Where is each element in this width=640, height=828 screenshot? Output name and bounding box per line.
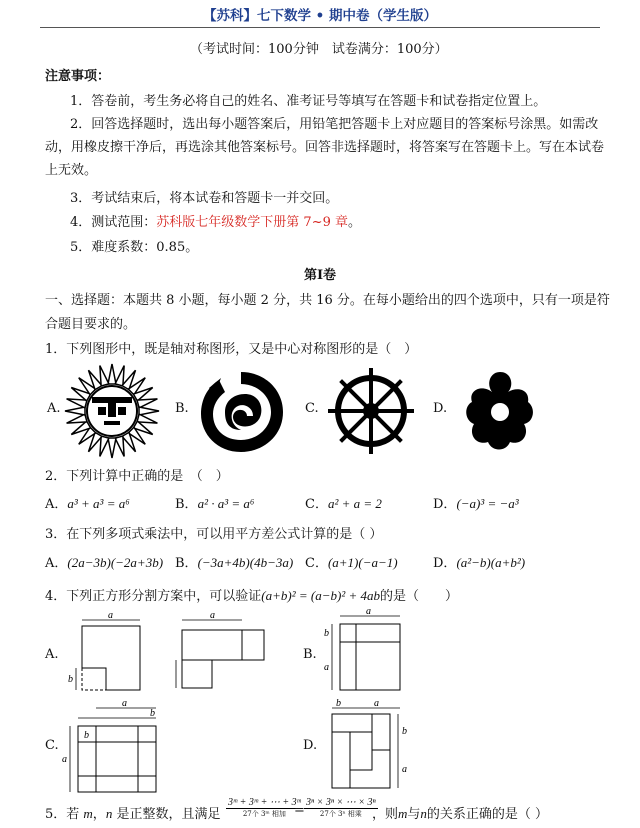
note-1: 1．答卷前，考生务必将自己的姓名、准考证号等填写在答题卡和试卷指定位置上。 bbox=[70, 94, 547, 109]
q4-figure-b bbox=[320, 608, 410, 696]
q4-figure-d bbox=[320, 700, 410, 796]
note-2-line2: 动，用橡皮擦干净后，再选涂其他答案标号。回答非选择题时，将答案写在答题卡上。写在本试卷 bbox=[45, 140, 605, 155]
q4-d-dim-a: a bbox=[374, 698, 379, 709]
q4-option-d-label: D. bbox=[303, 738, 318, 753]
q4-stem-prefix: 4．下列正方形分割方案中，可以验证 bbox=[45, 589, 262, 604]
note-4-suffix: 。 bbox=[347, 215, 361, 230]
q2-option-c-expr: a² + a = 2 bbox=[327, 496, 382, 511]
title-tag: 【苏科】 bbox=[202, 8, 257, 24]
q1-figure-a-sun-icon bbox=[62, 363, 162, 459]
q2-stem: 2．下列计算中正确的是 （ ） bbox=[45, 469, 229, 484]
q4-a1-dim-b: b bbox=[68, 674, 73, 685]
q1-option-b-label: B. bbox=[175, 401, 189, 416]
q5-var-n: n bbox=[105, 806, 113, 821]
q4-d-dim-a-right: a bbox=[402, 764, 407, 775]
note-4 bbox=[70, 211, 361, 230]
q5-frac2-under: 27个 3ⁿ 相乘 bbox=[319, 810, 362, 818]
q3-option-b bbox=[175, 552, 293, 571]
q4-a1-dim-a: a bbox=[108, 610, 113, 621]
note-3: 3．考试结束后，将本试卷和答题卡一并交回。 bbox=[70, 191, 339, 206]
q5-fraction-1 bbox=[226, 797, 303, 819]
q5-var-m: m bbox=[83, 806, 93, 821]
q5-stem bbox=[45, 803, 220, 822]
section-intro-line2: 合题目要求的。 bbox=[45, 317, 137, 332]
q4-option-c-label: C. bbox=[45, 738, 59, 753]
q4-option-b-label: B. bbox=[303, 647, 317, 662]
q2-option-b bbox=[175, 493, 254, 512]
q3-option-c-expr: (a+1)(−a−1) bbox=[327, 555, 398, 570]
q5-frac1-under: 27个 3ᵐ 相加 bbox=[242, 810, 286, 818]
q2-option-d-expr: (−a)³ = −a³ bbox=[456, 496, 519, 511]
q2-option-d-label: D． bbox=[433, 497, 457, 512]
q5-frac2-num: 3ⁿ × 3ⁿ × ⋯ × 3ⁿ bbox=[306, 797, 376, 808]
q5-mid3: ，则 bbox=[372, 807, 399, 822]
q3-option-b-expr: (−3a+4b)(4b−3a) bbox=[197, 555, 294, 570]
header-divider bbox=[40, 27, 600, 28]
q5-prefix: 5．若 bbox=[45, 807, 84, 822]
q3-option-a bbox=[45, 552, 163, 571]
q5-equals: = bbox=[294, 803, 305, 818]
title-text: 七下数学 • 期中卷（学生版） bbox=[256, 8, 438, 24]
q2-option-a bbox=[45, 493, 130, 512]
q4-stem-suffix: 的是（ ） bbox=[379, 589, 458, 604]
q3-option-d-label: D． bbox=[433, 556, 457, 571]
q4-d-dim-b: b bbox=[336, 698, 341, 709]
q3-option-d bbox=[433, 552, 525, 571]
note-4-prefix: 4．测试范围： bbox=[70, 215, 157, 230]
q3-stem: 3．在下列多项式乘法中，可以用平方差公式计算的是（ ） bbox=[45, 527, 383, 542]
q5-mid1: ， bbox=[92, 807, 106, 822]
q1-stem: 1．下列图形中，既是轴对称图形，又是中心对称图形的是（ ） bbox=[45, 342, 418, 357]
q3-option-c bbox=[305, 552, 398, 571]
q2-option-a-expr: a³ + a³ = a⁶ bbox=[67, 496, 130, 511]
q3-option-c-label: C． bbox=[305, 556, 328, 571]
q4-d-dim-b-right: b bbox=[402, 726, 407, 737]
q1-figure-b-swirl-icon bbox=[195, 368, 287, 456]
q4-b-dim-b: b bbox=[324, 628, 329, 639]
q4-figure-a1 bbox=[68, 612, 148, 694]
q1-figure-d-flower-icon bbox=[456, 368, 544, 456]
exam-info: （考试时间：100分钟 试卷满分：100分） bbox=[190, 42, 448, 57]
q4-formula: (a+b)² = (a−b)² + 4ab bbox=[261, 588, 380, 603]
q1-option-c-label: C. bbox=[305, 401, 319, 416]
q5-var-m2: m bbox=[398, 806, 408, 821]
q2-option-b-expr: a² · a³ = a⁶ bbox=[197, 496, 255, 511]
sun-ray bbox=[108, 364, 116, 384]
q3-option-b-label: B． bbox=[175, 556, 198, 571]
q3-option-a-expr: (2a−3b)(−2a+3b) bbox=[67, 555, 164, 570]
notes-heading: 注意事项： bbox=[45, 69, 111, 84]
q4-figure-a2 bbox=[170, 612, 270, 694]
q4-c-dim-a: a bbox=[122, 698, 127, 709]
q2-option-a-label: A． bbox=[45, 497, 68, 512]
sun-ray bbox=[108, 438, 116, 458]
note-5: 5．难度系数：0.85。 bbox=[70, 240, 199, 255]
q2-option-c-label: C． bbox=[305, 497, 328, 512]
q2-option-d bbox=[433, 493, 519, 512]
sun-ray bbox=[65, 407, 85, 415]
q4-stem bbox=[45, 585, 458, 604]
q5-suffix: 的关系正确的是（ ） bbox=[426, 807, 549, 822]
q3-option-d-expr: (a²−b)(a+b²) bbox=[456, 555, 526, 570]
note-2-line3: 上无效。 bbox=[45, 163, 98, 178]
q5-var-n2: n bbox=[420, 806, 427, 821]
q5-fraction-2 bbox=[304, 797, 378, 819]
q5-frac1-num: 3ᵐ + 3ᵐ + ⋯ + 3ᵐ bbox=[228, 797, 301, 808]
q5-mid2: 是正整数，且满足 bbox=[112, 807, 221, 822]
q2-option-c bbox=[305, 493, 382, 512]
q1-option-a-label: A. bbox=[47, 401, 61, 416]
q2-option-b-label: B． bbox=[175, 497, 198, 512]
test-range: 苏科版七年级数学下册第 7~9 章 bbox=[156, 215, 348, 230]
sun-ray bbox=[139, 407, 159, 415]
q5-tail bbox=[372, 803, 548, 822]
section-intro-line1: 一、选择题：本题共 8 小题，每小题 2 分，共 16 分。在每小题给出的四个选项中，只有一项是符 bbox=[45, 293, 610, 308]
note-2-line1: 2．回答选择题时，选出每小题答案后，用铅笔把答题卡上对应题目的答案标号涂黑。如需改 bbox=[70, 117, 599, 132]
q4-c-dim-a-left: a bbox=[62, 754, 67, 765]
q4-option-a-label: A. bbox=[45, 647, 59, 662]
q1-option-d-label: D. bbox=[433, 401, 448, 416]
q4-b-dim-a: a bbox=[366, 606, 371, 617]
q5-mid4: 与 bbox=[407, 807, 421, 822]
q4-b-dim-a2: a bbox=[324, 662, 329, 673]
q4-c-dim-b-left: b bbox=[84, 730, 89, 741]
page-title bbox=[0, 4, 640, 24]
q4-a2-dim-a: a bbox=[210, 610, 215, 621]
q4-figure-c bbox=[62, 700, 172, 796]
q3-option-a-label: A． bbox=[45, 556, 68, 571]
section-title: 第Ⅰ卷 bbox=[303, 268, 337, 283]
q4-c-dim-b-top: b bbox=[150, 708, 155, 719]
q1-figure-c-wheel-icon bbox=[326, 366, 416, 456]
